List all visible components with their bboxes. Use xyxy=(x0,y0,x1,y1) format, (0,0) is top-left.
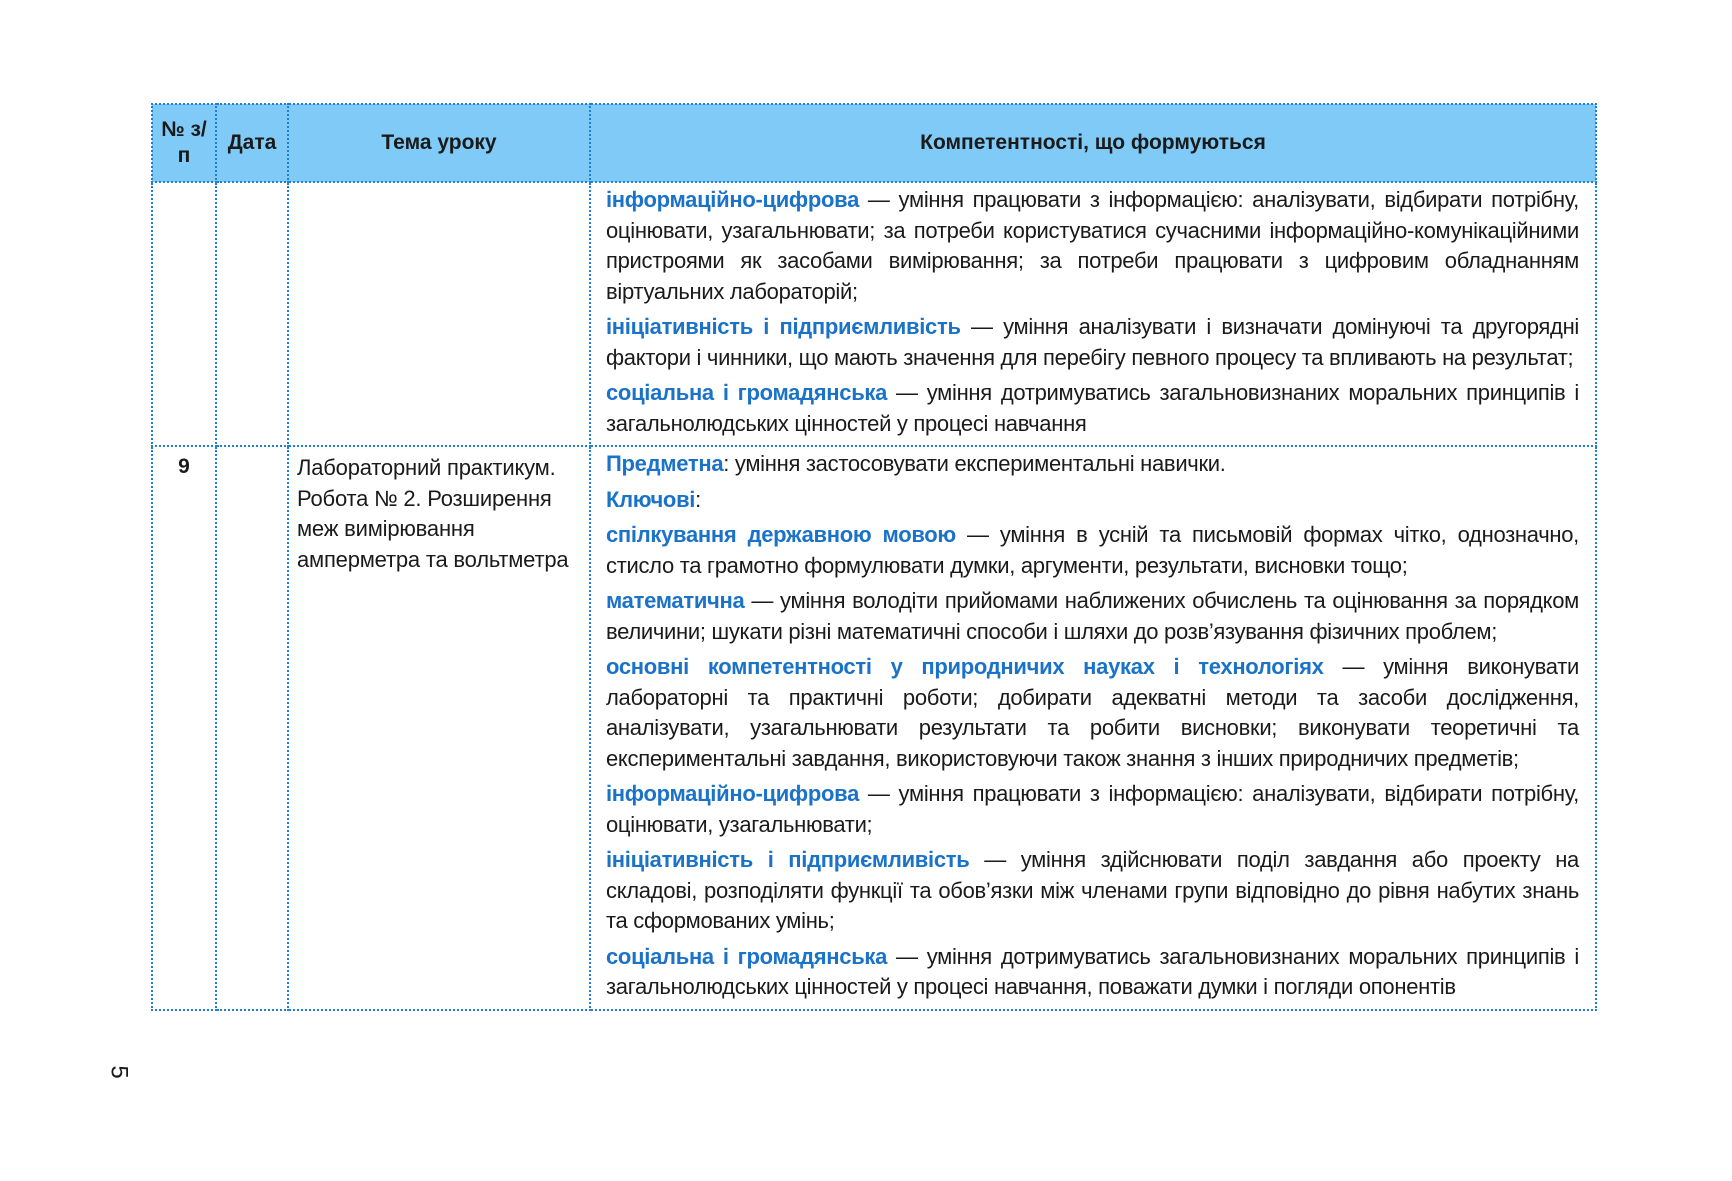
competence-keyword: спілкування державною мовою xyxy=(606,522,956,547)
row-competences xyxy=(590,182,1596,446)
row-topic xyxy=(288,182,590,446)
competence-item xyxy=(606,942,1579,1003)
row-competences xyxy=(590,446,1596,1010)
header-num: № з/п xyxy=(152,104,216,182)
row-date xyxy=(216,182,288,446)
competence-text: — уміння працювати з інформацією: аналізувати, відбирати потрібну, оцінювати, узагальнювати; за потреби користуватися сучасними інформаційно-комунікаційними пристроями як засобами вимірювання; за потреби працювати з цифровим обладнанням віртуальних лабораторій; xyxy=(606,187,1579,304)
header-topic: Тема уроку xyxy=(288,104,590,182)
competence-text: — уміння дотримуватись загальновизнаних моральних принципів і загальнолюдських цінностей у процесі навчання xyxy=(606,380,1579,436)
competence-item xyxy=(606,312,1579,373)
competence-item xyxy=(606,378,1579,439)
competence-text: — уміння дотримуватись загальновизнаних моральних принципів і загальнолюдських цінностей у процесі навчання, поважати думки і погляди опонентів xyxy=(606,943,1579,999)
competence-item xyxy=(606,485,1579,516)
competence-keyword: соціальна і громадянська xyxy=(606,380,888,405)
competence-keyword: ініціативність і підприємливість xyxy=(606,314,961,339)
table-row xyxy=(152,446,1596,1010)
competence-keyword: соціальна і громадянська xyxy=(606,943,888,969)
page-number: 5 xyxy=(105,1065,133,1079)
competence-item xyxy=(606,449,1579,480)
competence-keyword: Предметна xyxy=(606,451,724,476)
competence-item xyxy=(606,652,1579,774)
row-number: 9 xyxy=(152,446,216,1010)
competence-keyword: інформаційно-цифрова xyxy=(606,781,860,806)
competence-text: — уміння виконувати лабораторні та практичні роботи; добирати адекватні методи та засоби дослідження, аналізувати, узагальнювати результати та робити висновки; виконувати теоретичні та експериментальні завдання, використовуючи також знання з інших природничих предметів; xyxy=(606,654,1579,771)
competences-table xyxy=(151,103,1597,1011)
competence-keyword: ініціативність і підприємливість xyxy=(606,847,970,872)
table-header-row xyxy=(152,104,1596,182)
competence-text: : уміння застосовувати експериментальні навички. xyxy=(723,451,1226,476)
competence-text: — уміння здійснювати поділ завдання або проекту на складові, розподіляти функції та обов’язки між членами групи відповідно до рівня набутих знань та сформованих умінь; xyxy=(606,847,1579,933)
competence-keyword: інформаційно-цифрова xyxy=(606,187,860,212)
competence-text: — уміння аналізувати і визначати домінуючі та другорядні фактори і чинники, що мають значення для перебігу певного процесу та впливають на результат; xyxy=(606,314,1580,370)
competence-text: — уміння володіти прийомами наближених обчислень та оцінювання за порядком величини; шукати різні математичні способи і шляхи до розв’язування фізичних проблем; xyxy=(606,588,1579,644)
competence-keyword: основні компетентності у природничих науках і технологіях xyxy=(606,654,1324,679)
competence-item xyxy=(606,845,1579,937)
competence-item xyxy=(606,520,1579,581)
competence-item xyxy=(606,185,1579,307)
competence-item xyxy=(606,586,1579,647)
header-competences: Компетентності, що формуються xyxy=(590,104,1596,182)
competence-keyword: математична xyxy=(606,588,745,613)
header-date: Дата xyxy=(216,104,288,182)
competence-keyword: Ключові xyxy=(606,486,696,512)
row-number xyxy=(152,182,216,446)
row-topic: Лабораторний практикум. Робота № 2. Розширення меж вимірювання амперметра та вольтметра xyxy=(288,446,590,1010)
row-date xyxy=(216,446,288,1010)
table-row xyxy=(152,182,1596,446)
competence-text: — уміння працювати з інформацією: аналізувати, відбирати потрібну, оцінювати, узагальнювати; xyxy=(606,781,1579,837)
competence-item xyxy=(606,779,1579,840)
competence-text: — уміння в усній та письмовій формах чітко, однозначно, стисло та грамотно формулювати думки, аргументи, результати, висновки тощо; xyxy=(606,522,1579,578)
competence-text: : xyxy=(695,486,701,512)
